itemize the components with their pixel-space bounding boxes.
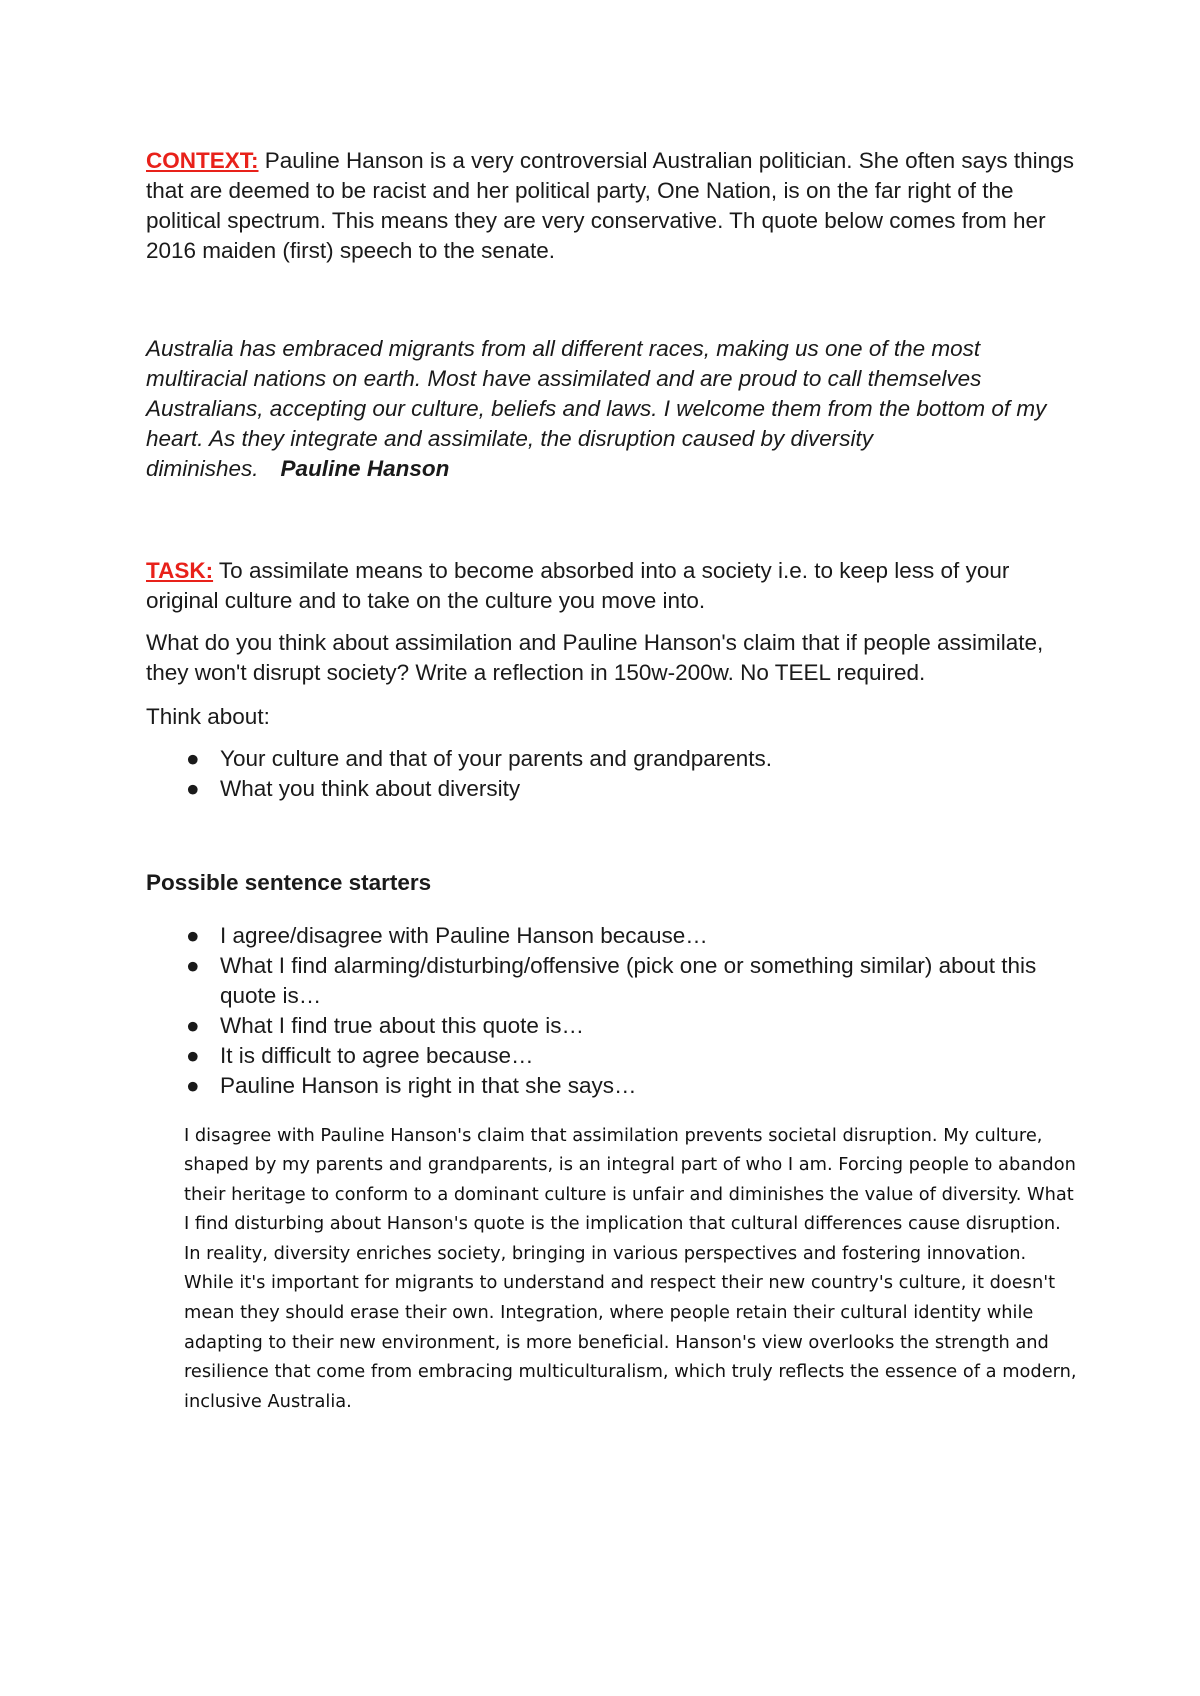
bullet-icon: ● xyxy=(186,1012,200,1038)
task-label: TASK: xyxy=(146,558,214,583)
list-item-text: I agree/disagree with Pauline Hanson because… xyxy=(220,922,708,948)
context-label: CONTEXT: xyxy=(146,148,259,173)
list-item xyxy=(146,1011,1080,1041)
bullet-icon: ● xyxy=(186,1072,200,1098)
bullet-icon: ● xyxy=(186,1042,200,1068)
list-item-text: What I find alarming/disturbing/offensive (pick one or something similar) about this quote is… xyxy=(220,952,1037,1008)
list-item xyxy=(146,921,1080,951)
quote-text: Australia has embraced migrants from all different races, making us one of the most multiracial nations on earth. Most have assimilated and are proud to call themselves Australians, accepting our culture, beliefs and laws. I welcome them from the bottom of my heart. As they integrate and assimilate, the disruption caused by diversity diminishes. xyxy=(146,336,1047,481)
bullet-icon: ● xyxy=(186,922,200,948)
list-item xyxy=(146,774,1080,804)
list-item xyxy=(146,744,1080,774)
list-item xyxy=(146,1041,1080,1071)
bullet-icon: ● xyxy=(186,952,200,978)
think-about-list xyxy=(146,744,1080,804)
starters-heading: Possible sentence starters xyxy=(146,870,432,895)
task-text: To assimilate means to become absorbed into a society i.e. to keep less of your original culture and to take on the culture you move into. xyxy=(146,558,1010,613)
list-item-text: What I find true about this quote is… xyxy=(220,1012,584,1038)
bullet-icon: ● xyxy=(186,746,200,771)
list-item xyxy=(146,1071,1080,1101)
list-item-text: Pauline Hanson is right in that she says… xyxy=(220,1072,637,1098)
context-text: Pauline Hanson is a very controversial Australian politician. She often says things that are deemed to be racist and her political party, One Nation, is on the far right of the political spectrum. This means they are very conservative. Th quote below comes from her 2016 maiden (first) speech to the senate. xyxy=(146,148,1074,263)
task-question: What do you think about assimilation and Pauline Hanson's claim that if people assimilate, they won't disrupt society? Write a reflection in 150w-200w. No TEEL required. xyxy=(146,630,1044,685)
list-item-text: It is difficult to agree because… xyxy=(220,1042,534,1068)
think-about-heading: Think about: xyxy=(146,704,270,729)
student-response: I disagree with Pauline Hanson's claim that assimilation prevents societal disruption. My culture, shaped by my parents and grandparents, is an integral part of who I am. Forcing people to abandon their heritage to conform to a dominant culture is unfair and diminishes the value of diversity. What I find disturbing about Hanson's quote is the implication that cultural differences cause disruption. In reality, diversity enriches society, bringing in various perspectives and fostering innovation. While it's important for migrants to understand and respect their new country's culture, it doesn't mean they should erase their own. Integration, where people retain their cultural identity while adapting to their new environment, is more beneficial. Hanson's view overlooks the strength and resilience that come from embracing multiculturalism, which truly reflects the essence of a modern, inclusive Australia. xyxy=(184,1124,1077,1412)
quote-author: Pauline Hanson xyxy=(280,456,450,481)
context-paragraph xyxy=(146,146,1080,266)
list-item-text: Your culture and that of your parents and grandparents. xyxy=(220,746,773,771)
list-item xyxy=(146,951,1080,1011)
starters-list xyxy=(146,921,1080,1101)
bullet-icon: ● xyxy=(186,776,200,801)
list-item-text: What you think about diversity xyxy=(220,776,521,801)
hanson-quote xyxy=(146,334,1080,484)
task-paragraph xyxy=(146,556,1080,616)
